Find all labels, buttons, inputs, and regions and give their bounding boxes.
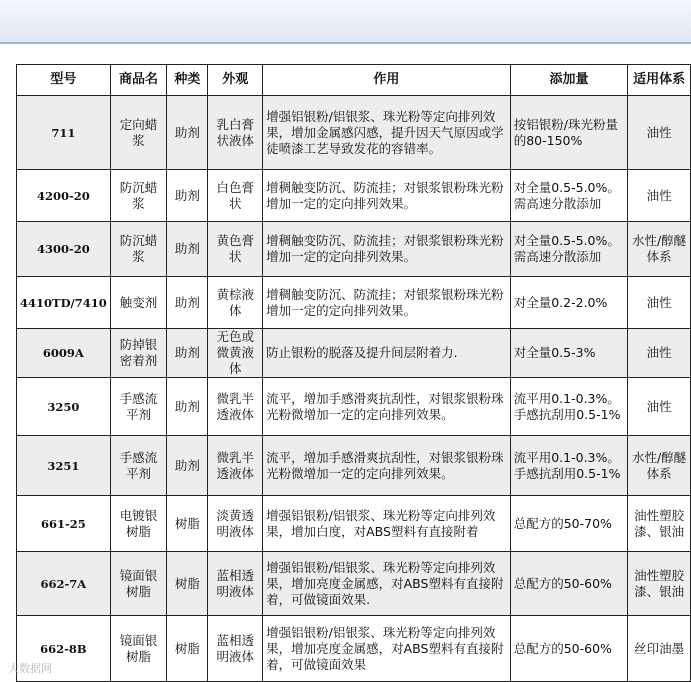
cell-look: 无色或微黄液体 xyxy=(208,329,263,378)
table-row xyxy=(17,378,691,436)
cell-look: 乳白膏状液体 xyxy=(208,96,263,170)
cell-system: 水性/醇醚体系 xyxy=(628,436,691,496)
cell-kind: 助剂 xyxy=(167,436,208,496)
header-effect: 作用 xyxy=(263,65,511,96)
cell-effect: 流平，增加手感滑爽抗刮性，对银浆银粉珠光粉微增加一定的定向排列效果。 xyxy=(263,436,511,496)
cell-system: 油性 xyxy=(628,96,691,170)
cell-effect: 防止银粉的脱落及提升间层附着力. xyxy=(263,329,511,378)
cell-model: 4200-20 xyxy=(17,170,111,222)
cell-look: 微乳半透液体 xyxy=(208,378,263,436)
cell-model: 711 xyxy=(17,96,111,170)
table-row xyxy=(17,277,691,329)
header-kind: 种类 xyxy=(167,65,208,96)
cell-look: 白色膏状 xyxy=(208,170,263,222)
header-name: 商品名 xyxy=(110,65,167,96)
table-row xyxy=(17,170,691,222)
cell-kind: 树脂 xyxy=(167,552,208,616)
table-row xyxy=(17,496,691,552)
cell-dose: 对全量0.2-2.0% xyxy=(510,277,627,329)
cell-name: 防沉蜡浆 xyxy=(110,170,167,222)
cell-name: 镜面银树脂 xyxy=(110,616,167,682)
cell-name: 手感流平剂 xyxy=(110,436,167,496)
cell-dose: 对全量0.5-3% xyxy=(510,329,627,378)
cell-kind: 助剂 xyxy=(167,170,208,222)
cell-dose: 对全量0.5-5.0%。需高速分散添加 xyxy=(510,170,627,222)
cell-name: 电镀银树脂 xyxy=(110,496,167,552)
cell-look: 黄色膏状 xyxy=(208,222,263,277)
watermark: 大数据网 xyxy=(8,662,52,675)
cell-look: 蓝相透明液体 xyxy=(208,552,263,616)
cell-kind: 助剂 xyxy=(167,378,208,436)
cell-effect: 增稠触变防沉、防流挂；对银浆银粉珠光粉增加一定的定向排列效果。 xyxy=(263,277,511,329)
cell-system: 油性 xyxy=(628,329,691,378)
cell-kind: 助剂 xyxy=(167,96,208,170)
cell-model: 6009A xyxy=(17,329,111,378)
cell-model: 662-7A xyxy=(17,552,111,616)
cell-model: 661-25 xyxy=(17,496,111,552)
cell-system: 油性 xyxy=(628,378,691,436)
cell-look: 蓝相透明液体 xyxy=(208,616,263,682)
cell-effect: 增稠触变防沉、防流挂；对银浆银粉珠光粉增加一定的定向排列效果。 xyxy=(263,222,511,277)
cell-dose: 总配方的50-60% xyxy=(510,616,627,682)
cell-kind: 助剂 xyxy=(167,277,208,329)
cell-effect: 增稠触变防沉、防流挂；对银浆银粉珠光粉增加一定的定向排列效果。 xyxy=(263,170,511,222)
cell-kind: 树脂 xyxy=(167,616,208,682)
cell-dose: 按铝银粉/珠光粉量的80-150% xyxy=(510,96,627,170)
cell-dose: 总配方的50-70% xyxy=(510,496,627,552)
cell-system: 油性 xyxy=(628,170,691,222)
cell-name: 镜面银树脂 xyxy=(110,552,167,616)
cell-effect: 增强铝银粉/铝银浆、珠光粉等定向排列效果，增加亮度金属感，对ABS塑料有直接附着，可做镜面效果 xyxy=(263,616,511,682)
header-model: 型号 xyxy=(17,65,111,96)
cell-model: 4300-20 xyxy=(17,222,111,277)
cell-look: 黄棕液体 xyxy=(208,277,263,329)
table-row xyxy=(17,436,691,496)
cell-system: 水性/醇醚体系 xyxy=(628,222,691,277)
cell-effect: 增强铝银粉/铝银浆、珠光粉等定向排列效果，增加亮度金属感，对ABS塑料有直接附着，可做镜面效果. xyxy=(263,552,511,616)
table-row xyxy=(17,329,691,378)
cell-kind: 助剂 xyxy=(167,329,208,378)
cell-model: 3250 xyxy=(17,378,111,436)
cell-dose: 流平用0.1-0.3%。手感抗刮用0.5-1% xyxy=(510,378,627,436)
cell-name: 防掉银密着剂 xyxy=(110,329,167,378)
cell-name: 触变剂 xyxy=(110,277,167,329)
cell-look: 淡黄透明液体 xyxy=(208,496,263,552)
cell-model: 3251 xyxy=(17,436,111,496)
cell-kind: 助剂 xyxy=(167,222,208,277)
cell-look: 微乳半透液体 xyxy=(208,436,263,496)
top-banner xyxy=(0,0,691,44)
cell-system: 油性塑胶漆、银油 xyxy=(628,552,691,616)
cell-name: 定向蜡浆 xyxy=(110,96,167,170)
table-row xyxy=(17,96,691,170)
cell-dose: 流平用0.1-0.3%。手感抗刮用0.5-1% xyxy=(510,436,627,496)
cell-system: 丝印油墨 xyxy=(628,616,691,682)
cell-kind: 树脂 xyxy=(167,496,208,552)
header-dose: 添加量 xyxy=(510,65,627,96)
table-row xyxy=(17,222,691,277)
cell-name: 防沉蜡浆 xyxy=(110,222,167,277)
cell-system: 油性塑胶漆、银油 xyxy=(628,496,691,552)
cell-model: 4410TD/7410 xyxy=(17,277,111,329)
table-header-row xyxy=(17,65,691,96)
cell-effect: 增强铝银粉/铝银浆、珠光粉等定向排列效果，增加金属感闪感，提升因天气原因或学徒喷漆工艺导致发花的容错率。 xyxy=(263,96,511,170)
table-row xyxy=(17,552,691,616)
header-look: 外观 xyxy=(208,65,263,96)
cell-model: 662-8B xyxy=(17,616,111,682)
header-system: 适用体系 xyxy=(628,65,691,96)
cell-effect: 流平，增加手感滑爽抗刮性，对银浆银粉珠光粉微增加一定的定向排列效果。 xyxy=(263,378,511,436)
cell-system: 油性 xyxy=(628,277,691,329)
cell-name: 手感流平剂 xyxy=(110,378,167,436)
cell-effect: 增强铝银粉/铝银浆、珠光粉等定向排列效果，增加白度，对ABS塑料有直接附着 xyxy=(263,496,511,552)
cell-dose: 对全量0.5-5.0%。需高速分散添加 xyxy=(510,222,627,277)
product-table xyxy=(16,64,691,682)
cell-dose: 总配方的50-60% xyxy=(510,552,627,616)
table-row xyxy=(17,616,691,682)
